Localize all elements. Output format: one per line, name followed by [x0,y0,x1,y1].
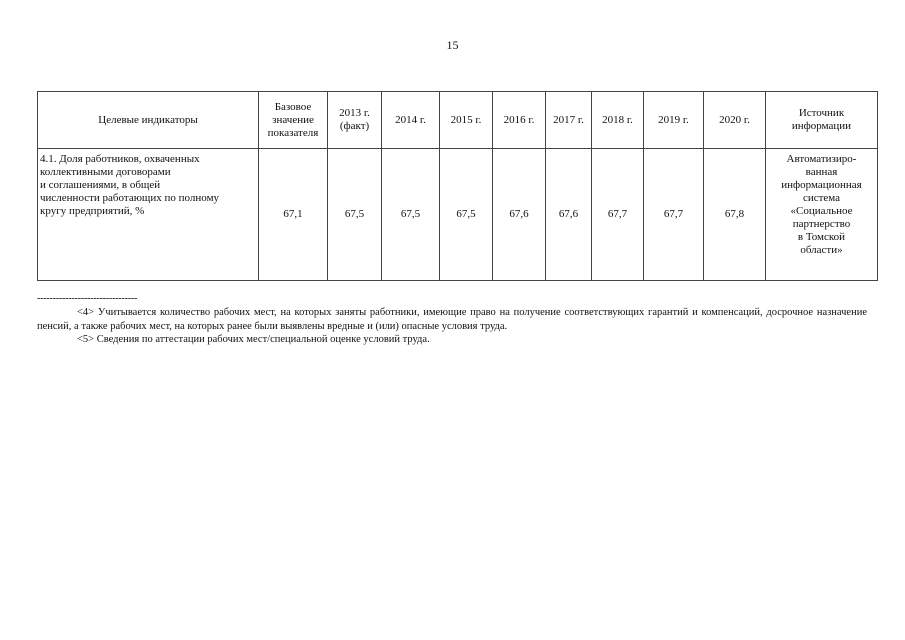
table-header-row [38,92,878,149]
footnote-separator: -------------------------------- [37,293,138,304]
header-year-2016: 2016 г. [493,92,546,149]
header-base-value: Базовое значение показателя [259,92,328,149]
header-indicator: Целевые индикаторы [38,92,259,149]
header-year-2020: 2020 г. [704,92,766,149]
cell-2013: 67,5 [328,149,382,281]
indicator-name: 4.1. Доля работников, охваченных коллективными договорами и соглашениями, в общей численности работающих по полному кругу предприятий, % [38,149,259,281]
indicators-table [37,91,878,281]
header-year-2019: 2019 г. [644,92,704,149]
footnotes [37,306,867,347]
header-year-2015: 2015 г. [440,92,493,149]
header-year-2014: 2014 г. [382,92,440,149]
cell-2020: 67,8 [704,149,766,281]
cell-2016: 67,6 [493,149,546,281]
cell-2018: 67,7 [592,149,644,281]
header-year-2018: 2018 г. [592,92,644,149]
cell-2019: 67,7 [644,149,704,281]
cell-source: Автоматизиро- ванная информационная система «Социальное партнерство в Томской области» [766,149,878,281]
cell-2017: 67,6 [546,149,592,281]
page-number: 15 [446,38,459,52]
cell-2014: 67,5 [382,149,440,281]
footnote-5: <5> Сведения по аттестации рабочих мест/специальной оценке условий труда. [77,334,430,345]
table-row [38,149,878,281]
header-year-2017: 2017 г. [546,92,592,149]
cell-2015: 67,5 [440,149,493,281]
footnote-4: <4> Учитывается количество рабочих мест, на которых заняты работники, имеющие право на получение соответствующих гарантий и компенсаций, досрочное назначение пенсий, а также рабочих мест, на которых ранее были выявлены вредные и (или) опасные условия труда. [37,307,867,332]
header-source: Источник информации [766,92,878,149]
cell-base-value: 67,1 [259,149,328,281]
header-year-2013: 2013 г. (факт) [328,92,382,149]
